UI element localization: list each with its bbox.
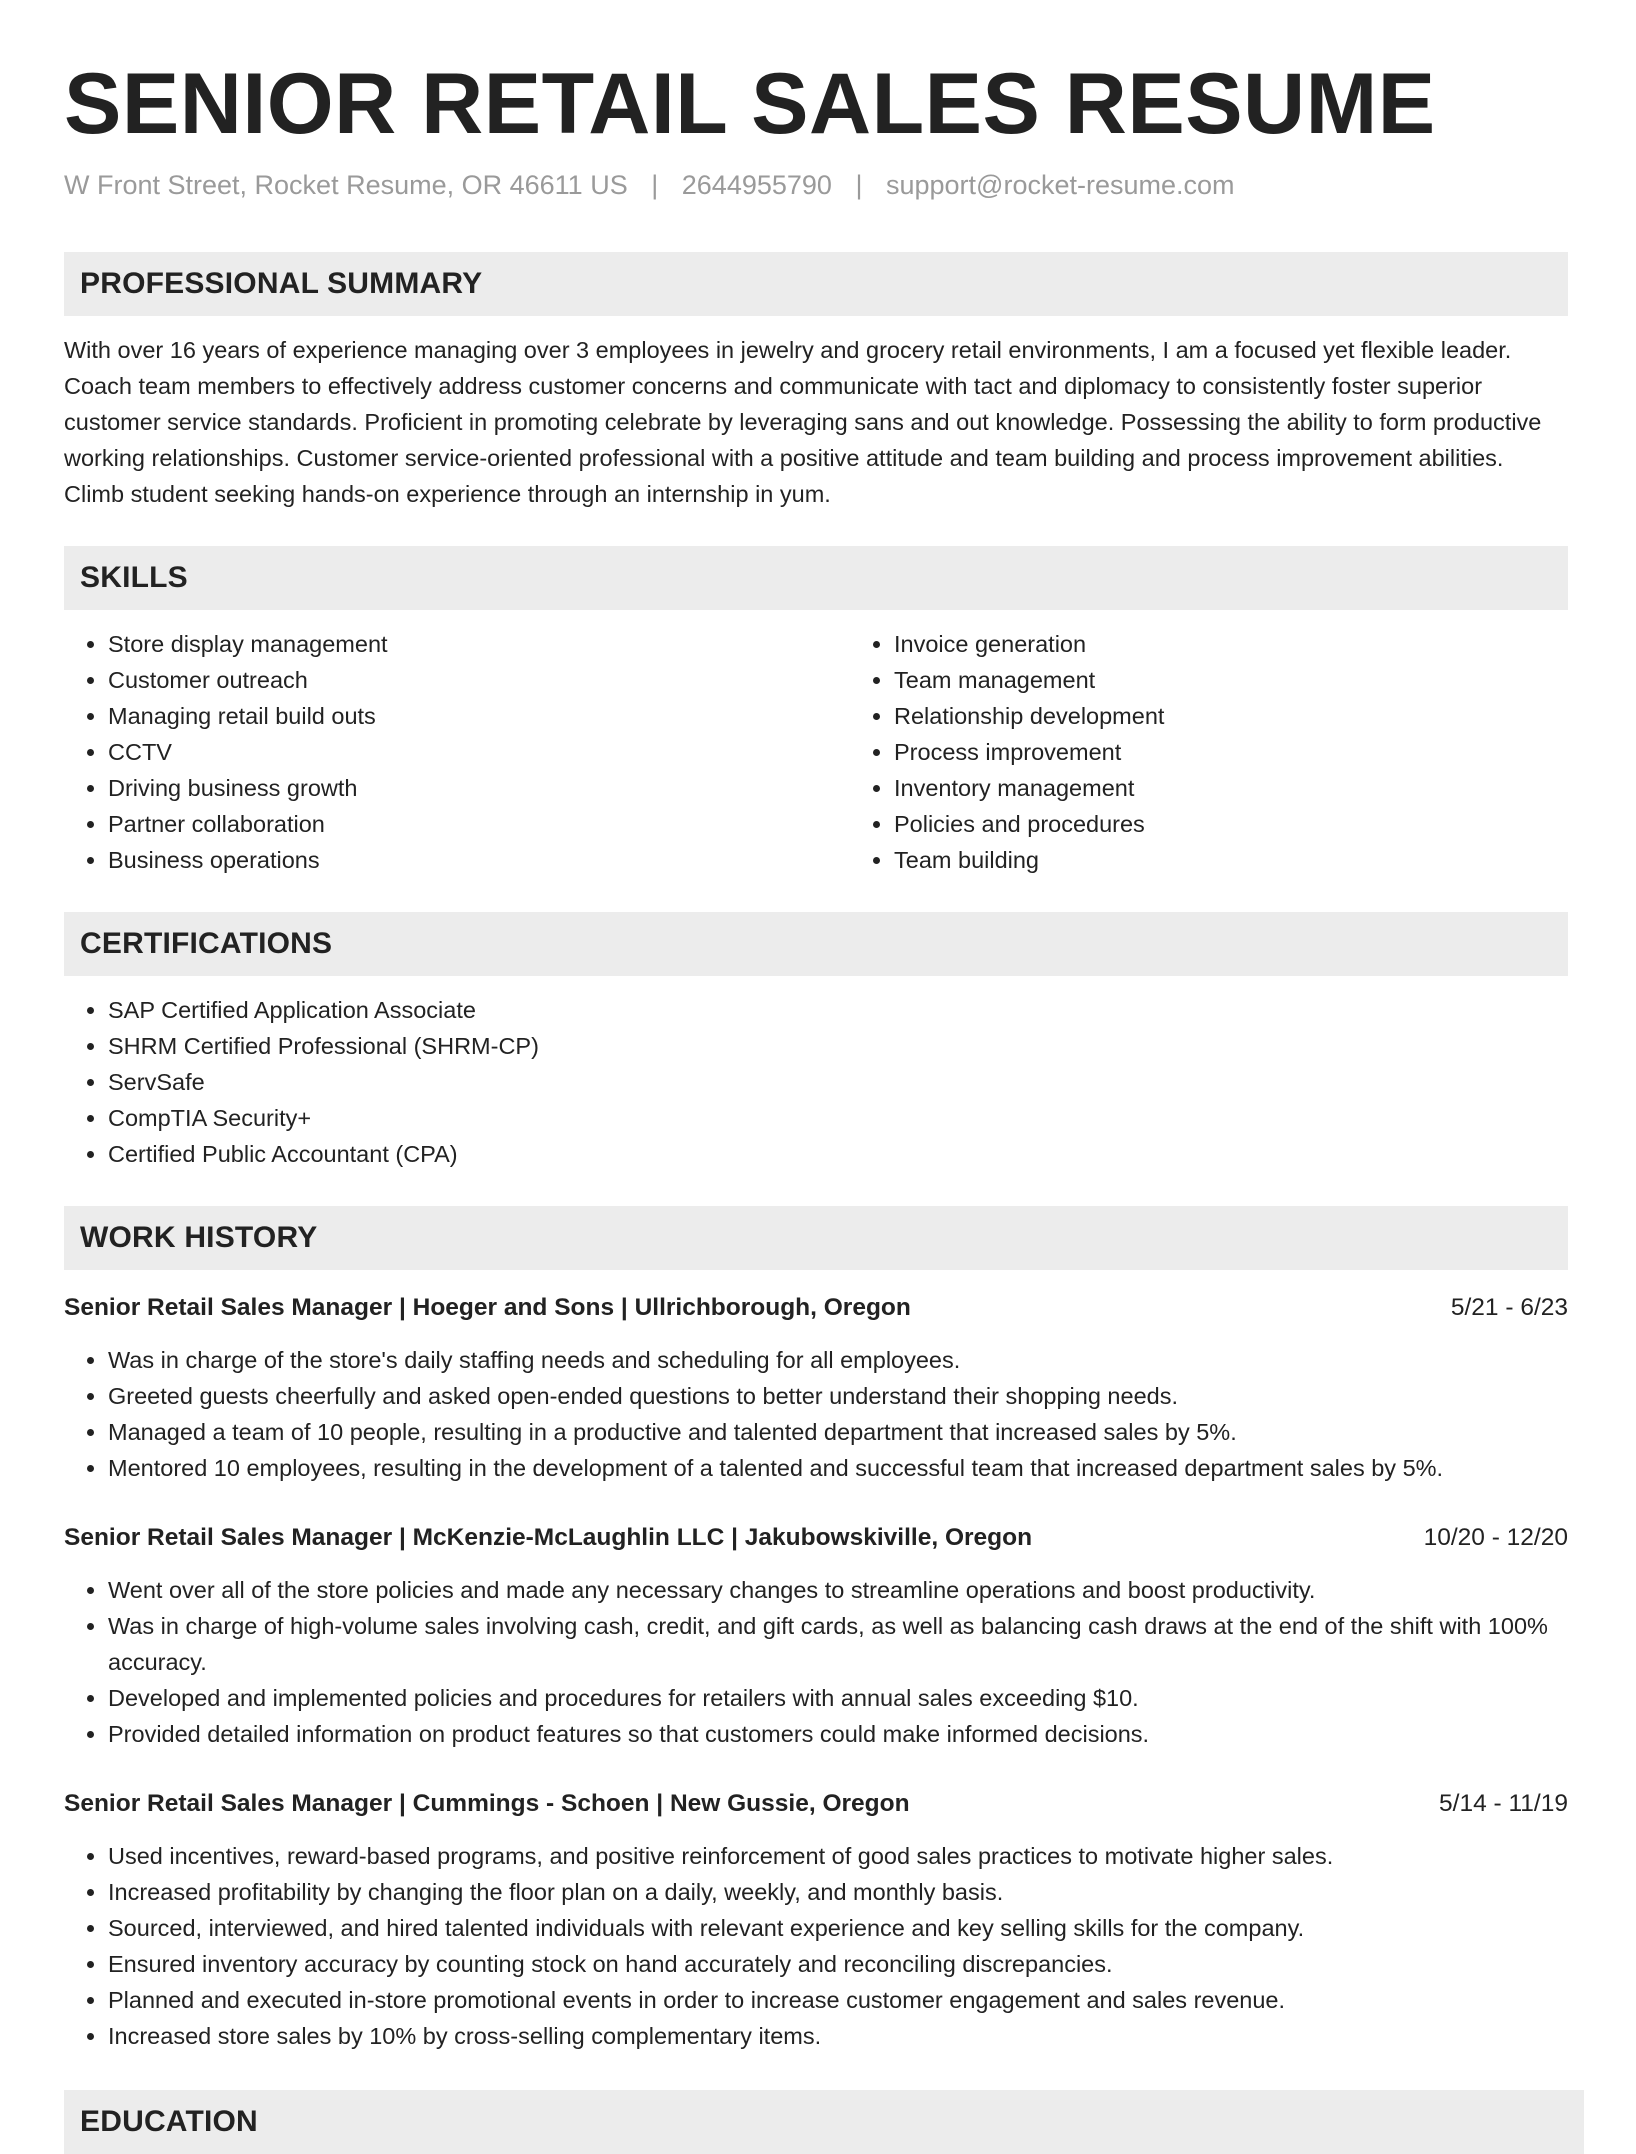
- list-item: • Increased store sales by 10% by cross-selling complementary items.: [108, 2018, 1568, 2054]
- resume-title: SENIOR RETAIL SALES RESUME: [64, 56, 1436, 152]
- job-header: [64, 1786, 1568, 1822]
- job-title: Senior Retail Sales Manager | McKenzie-McLaughlin LLC | Jakubowskiville, Oregon: [64, 1524, 1033, 1551]
- list-item: • Went over all of the store policies and made any necessary changes to streamline operations and boost productivity.: [108, 1572, 1568, 1608]
- list-item: • SHRM Certified Professional (SHRM-CP): [108, 1028, 1568, 1064]
- job-entry: [64, 1520, 1568, 1752]
- contact-address: W Front Street, Rocket Resume, OR 46611 US: [64, 170, 628, 200]
- resume-content: [64, 54, 1568, 2054]
- list-item: • Team management: [894, 662, 1636, 698]
- list-item: • Process improvement: [894, 734, 1636, 770]
- list-item: • CompTIA Security+: [108, 1100, 1568, 1136]
- skills-list-right: [850, 626, 1636, 878]
- list-item: • Developed and implemented policies and procedures for retailers with annual sales exceeding $10.: [108, 1680, 1568, 1716]
- list-item: • Greeted guests cheerfully and asked open-ended questions to better understand their shopping needs.: [108, 1378, 1568, 1414]
- job-entry: [64, 1290, 1568, 1486]
- job-bullets: [64, 1342, 1568, 1486]
- job-title: Senior Retail Sales Manager | Hoeger and Sons | Ullrichborough, Oregon: [64, 1294, 911, 1321]
- list-item: • ServSafe: [108, 1064, 1568, 1100]
- job-dates: 5/21 - 6/23: [1450, 1294, 1568, 1321]
- job-bullets: [64, 1572, 1568, 1752]
- job-dates: 5/14 - 11/19: [1439, 1790, 1568, 1817]
- list-item: • Certified Public Accountant (CPA): [108, 1136, 1568, 1172]
- section-heading-skills: SKILLS: [64, 546, 1568, 610]
- list-item: • Managed a team of 10 people, resulting in a productive and talented department that increased sales by 5%.: [108, 1414, 1568, 1450]
- job-title: Senior Retail Sales Manager | Cummings - Schoen | New Gussie, Oregon: [64, 1790, 910, 1817]
- list-item: • Business operations: [108, 842, 850, 878]
- contact-separator: |: [651, 170, 659, 200]
- section-heading-education: EDUCATION: [64, 2090, 1584, 2154]
- job-header: [64, 1520, 1568, 1556]
- section-heading-summary: PROFESSIONAL SUMMARY: [64, 252, 1568, 316]
- list-item: • Increased profitability by changing the floor plan on a daily, weekly, and monthly basis.: [108, 1874, 1568, 1910]
- list-item: • Was in charge of high-volume sales involving cash, credit, and gift cards, as well as balancing cash draws at the end of the shift with 100% accuracy.: [108, 1608, 1568, 1680]
- job-header: [64, 1290, 1568, 1326]
- list-item: • Relationship development: [894, 698, 1636, 734]
- list-item: • CCTV: [108, 734, 850, 770]
- job-entry: [64, 1786, 1568, 2054]
- list-item: • Partner collaboration: [108, 806, 850, 842]
- section-heading-certifications: CERTIFICATIONS: [64, 912, 1568, 976]
- contact-separator: |: [855, 170, 863, 200]
- list-item: • Invoice generation: [894, 626, 1636, 662]
- list-item: • Ensured inventory accuracy by counting stock on hand accurately and reconciling discrepancies.: [108, 1946, 1568, 1982]
- skills-columns: [64, 626, 1568, 878]
- list-item: • Policies and procedures: [894, 806, 1636, 842]
- summary-text: With over 16 years of experience managing over 3 employees in jewelry and grocery retail environments, I am a focused yet flexible leader. Coach team members to effectively address customer concerns and communicate with tact and diplomacy to consistently foster superior customer service standards. Proficient in promoting celebrate by leveraging sans and out knowledge. Possessing the ability to form productive working relationships. Customer service-oriented professional with a positive attitude and team building and process improvement abilities. Climb student seeking hands-on experience through an internship in yum.: [64, 337, 1542, 507]
- job-dates: 10/20 - 12/20: [1423, 1524, 1568, 1551]
- list-item: • Planned and executed in-store promotional events in order to increase customer engagement and sales revenue.: [108, 1982, 1568, 2018]
- list-item: • Provided detailed information on product features so that customers could make informed decisions.: [108, 1716, 1568, 1752]
- list-item: • Was in charge of the store's daily staffing needs and scheduling for all employees.: [108, 1342, 1568, 1378]
- list-item: • Mentored 10 employees, resulting in the development of a talented and successful team that increased department sales by 5%.: [108, 1450, 1568, 1486]
- list-item: • Customer outreach: [108, 662, 850, 698]
- list-item: • Driving business growth: [108, 770, 850, 806]
- certifications-list: [64, 992, 1568, 1172]
- list-item: • Managing retail build outs: [108, 698, 850, 734]
- job-bullets: [64, 1838, 1568, 2054]
- section-heading-work-history: WORK HISTORY: [64, 1206, 1568, 1270]
- list-item: • Team building: [894, 842, 1636, 878]
- list-item: • Sourced, interviewed, and hired talented individuals with relevant experience and key selling skills for the company.: [108, 1910, 1568, 1946]
- list-item: • Store display management: [108, 626, 850, 662]
- contact-phone: 2644955790: [681, 170, 832, 200]
- contact-email: support@rocket-resume.com: [885, 170, 1235, 200]
- list-item: • SAP Certified Application Associate: [108, 992, 1568, 1028]
- list-item: • Inventory management: [894, 770, 1636, 806]
- skills-list-left: [64, 626, 850, 878]
- list-item: • Used incentives, reward-based programs, and positive reinforcement of good sales practices to motivate higher sales.: [108, 1838, 1568, 1874]
- contact-line: [64, 168, 1568, 202]
